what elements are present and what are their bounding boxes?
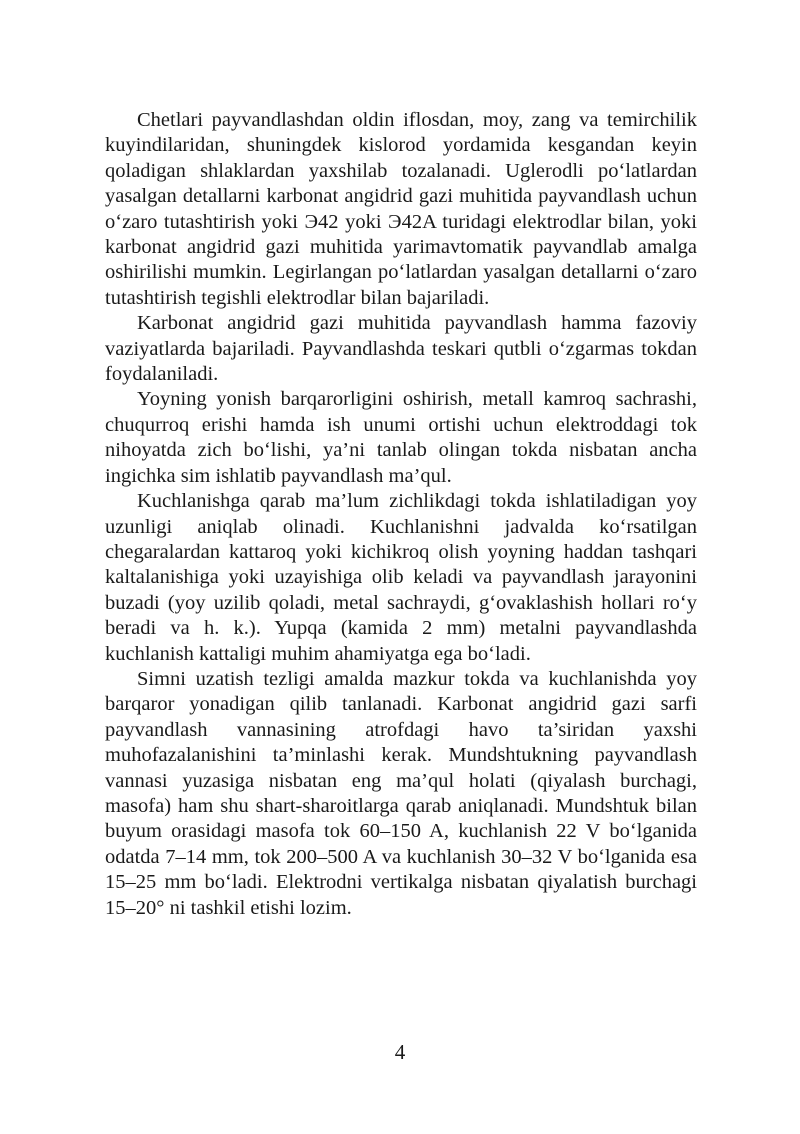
paragraph-voltage-arc-length: Kuchlanishga qarab ma’lum zichlikdagi tokda ishlatiladigan yoy uzunligi aniqlab olinadi. Kuchlanishni jadvalda ko‘rsatilgan chegaralardan kattaroq yoki kichikroq olish yoyning haddan tashqari kaltalanishiga yoki uzayishiga olib keladi va payvandlash jarayonini buzadi (yoy uzilib qoladi, metal sachraydi, g‘ovaklashish hollari ro‘y beradi va h. k.). Yupqa (kamida 2 mm) metalni payvandlashda kuchlanish kattaligi muhim ahamiyatga ega bo‘ladi.	[105, 490, 697, 665]
paragraph-spatial-positions: Karbonat angidrid gazi muhitida payvandlash hamma fazoviy vaziyatlarda bajariladi. Payvandlashda teskari qutbli o‘zgarmas tokdan foydalaniladi.	[105, 312, 697, 386]
document-page	[105, 108, 697, 921]
paragraph-surface-cleaning: Chetlari payvandlashdan oldin iflosdan, moy, zang va temirchilik kuyindilaridan, shuningdek kislorod yordamida kesgandan keyin qoladigan shlaklardan yaxshilab tozalanadi. Uglerodli po‘latlardan yasalgan detallarni karbonat angidrid gazi muhitida payvandlash uchun o‘zaro tutashtirish yoki Э42 yoki Э42A turidagi elektrodlar bilan, yoki karbonat angidrid gazi muhitida yarimavtomatik payvandlab amalga oshirilishi mumkin. Legirlangan po‘latlardan yasalgan detallarni o‘zaro tutashtirish tegishli elektrodlar bilan bajariladi.	[105, 109, 697, 309]
page-number: 4	[394, 1040, 406, 1064]
paragraph-arc-stability: Yoyning yonish barqarorligini oshirish, metall kamroq sachrashi, chuqurroq erishi hamda ish unumi ortishi uchun elektroddagi tok nihoyatda zich bo‘lishi, ya’ni tanlab olingan tokda nisbatan ancha ingichka sim ishlatib payvandlash ma’qul.	[105, 388, 697, 487]
paragraph-wire-feed-speed: Simni uzatish tezligi amalda mazkur tokda va kuchlanishda yoy barqaror yonadigan qilib tanlanadi. Karbonat angidrid gazi sarfi payvandlash vannasining atrofdagi havo ta’siridan yaxshi muhofazalanishini ta’minlashi kerak. Mundshtukning payvandlash vannasi yuzasiga nisbatan eng ma’qul holati (qiyalash burchagi, masofa) ham shu shart-sharoitlarga qarab aniqlanadi. Mundshtuk bilan buyum orasidagi masofa tok 60–150 A, kuchlanish 22 V bo‘lganida odatda 7–14 mm, tok 200–500 A va kuchlanish 30–32 V bo‘lganida esa 15–25 mm bo‘ladi. Elektrodni vertikalga nisbatan qiyalatish burchagi 15–20° ni tashkil etishi lozim.	[105, 667, 697, 919]
